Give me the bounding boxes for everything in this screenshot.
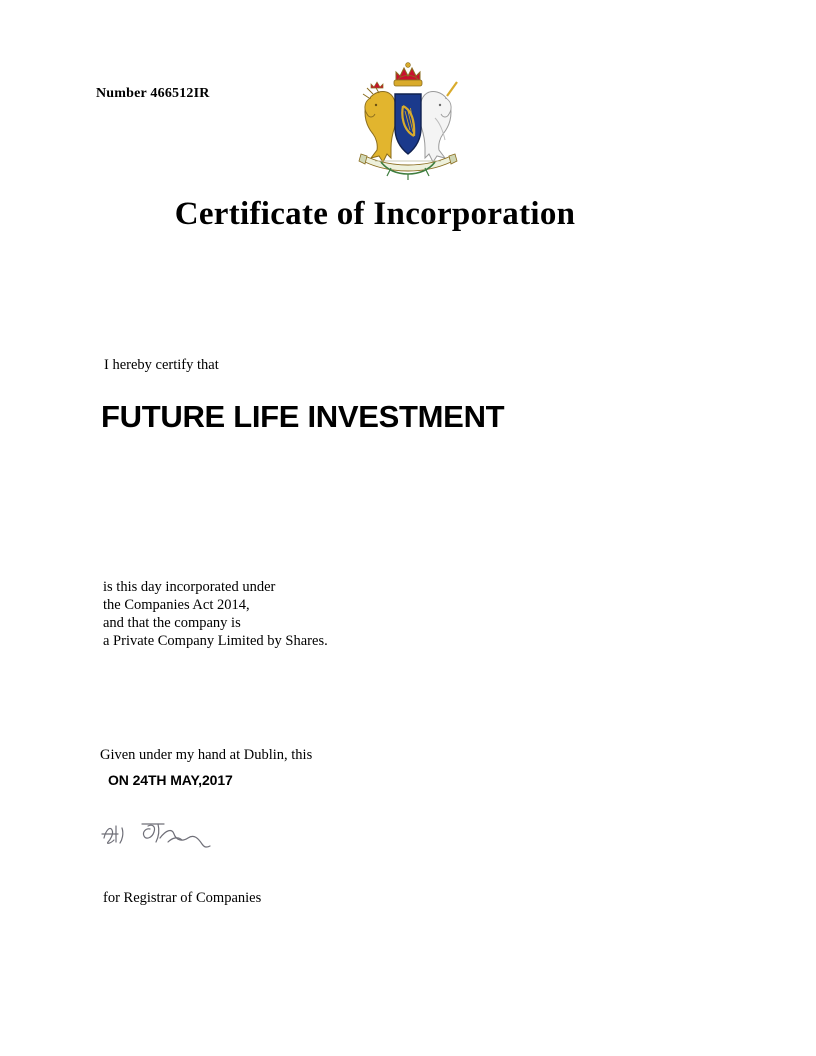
company-name: FUTURE LIFE INVESTMENT bbox=[101, 399, 505, 434]
certificate-number: Number 466512IR bbox=[96, 86, 210, 101]
incorporation-line-4: a Private Company Limited by Shares. bbox=[103, 633, 328, 649]
hereby-certify-text: I hereby certify that bbox=[104, 357, 219, 373]
registrar-caption: for Registrar of Companies bbox=[103, 890, 262, 906]
handwritten-signature-icon bbox=[98, 812, 218, 860]
incorporation-line-2: the Companies Act 2014, bbox=[103, 597, 250, 613]
issue-date: ON 24TH MAY,2017 bbox=[108, 772, 233, 788]
royal-coat-of-arms-icon bbox=[335, 58, 481, 182]
page-title: Certificate of Incorporation bbox=[174, 196, 576, 232]
given-under-hand-text: Given under my hand at Dublin, this bbox=[100, 747, 313, 763]
incorporation-line-3: and that the company is bbox=[103, 615, 241, 631]
incorporation-line-1: is this day incorporated under bbox=[103, 579, 276, 595]
incorporation-statement bbox=[103, 578, 328, 650]
